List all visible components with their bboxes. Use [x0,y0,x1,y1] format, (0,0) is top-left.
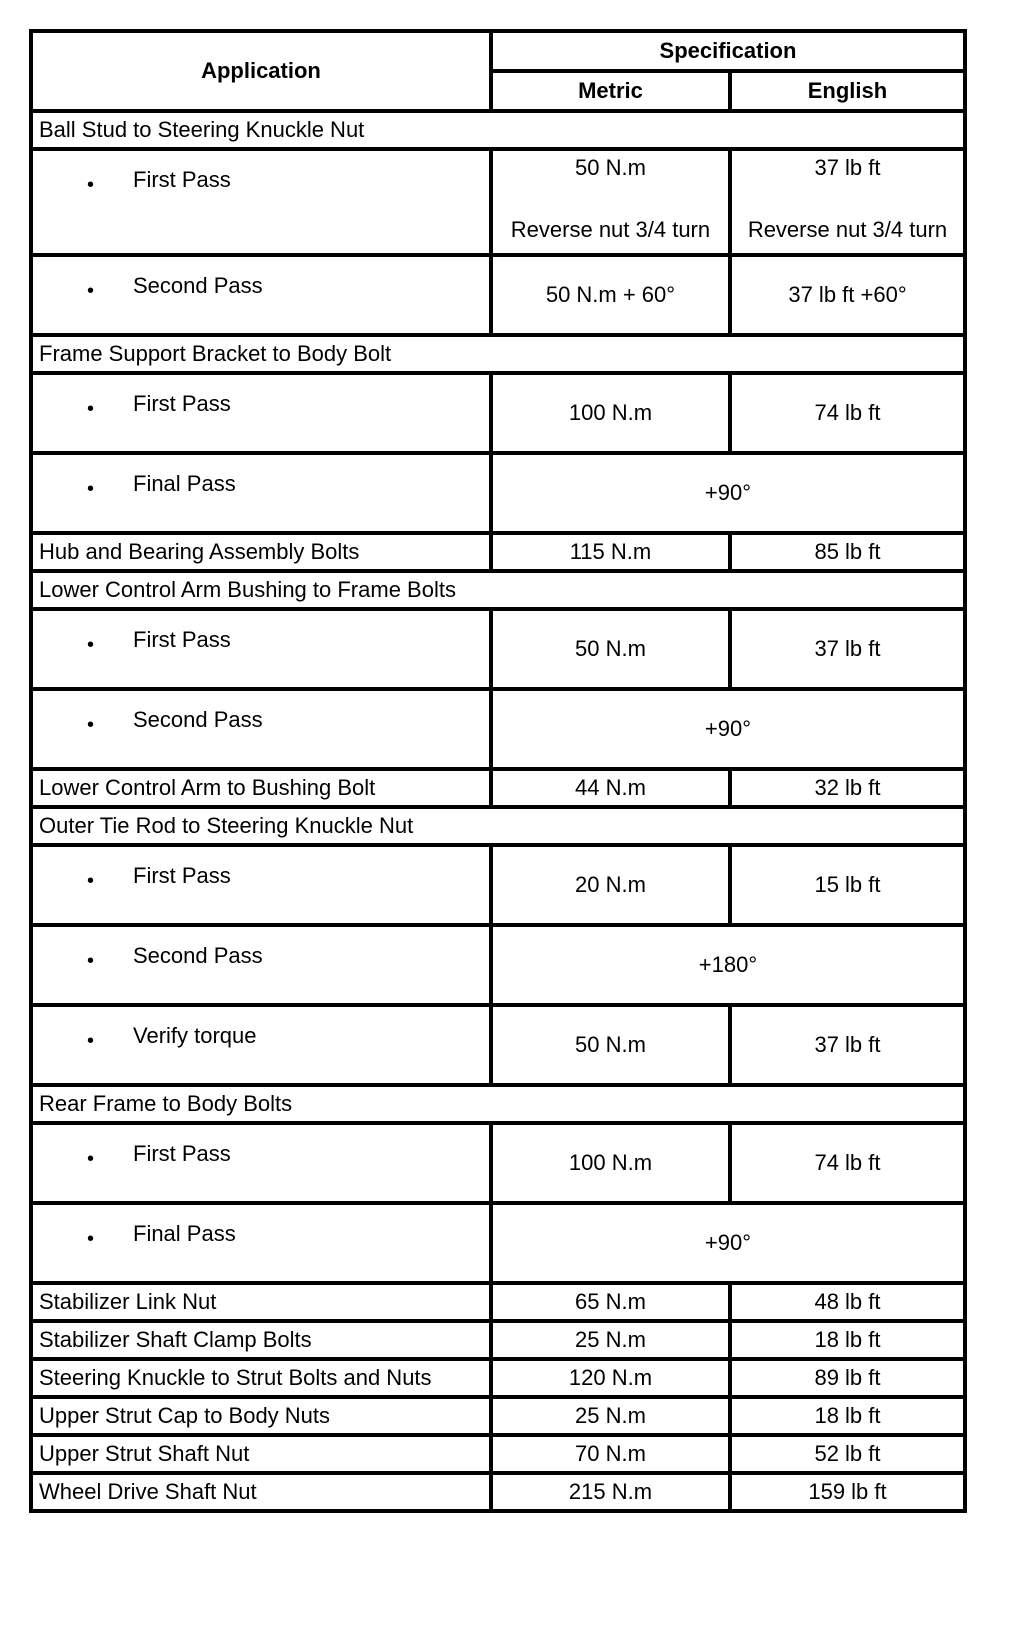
header-metric: Metric [491,71,730,111]
step-label-cell [31,255,491,335]
table-row [31,1473,965,1511]
section-title: Lower Control Arm Bushing to Frame Bolts [31,571,965,609]
angle-value: +180° [491,925,965,1005]
angle-value: +90° [491,689,965,769]
angle-value: +90° [491,453,965,533]
table-row [31,1359,965,1397]
step-label: First Pass [133,391,231,416]
bullet-icon: • [87,174,95,196]
step-label-cell [31,149,491,255]
table-row [31,149,965,255]
bullet-icon: • [87,1228,95,1250]
header-specification: Specification [491,31,965,71]
step-label: Second Pass [133,707,263,732]
bullet-icon: • [87,398,95,420]
section-row [31,111,965,149]
metric-torque: 50 N.m [575,155,646,180]
step-label: Verify torque [133,1023,257,1048]
table-row [31,1321,965,1359]
section-title: Outer Tie Rod to Steering Knuckle Nut [31,807,965,845]
step-label-cell [31,925,491,1005]
section-title: Ball Stud to Steering Knuckle Nut [31,111,965,149]
english-note: Reverse nut 3/4 turn [747,217,948,242]
step-label: First Pass [133,627,231,652]
header-row-1 [31,31,965,71]
application-label: Stabilizer Link Nut [31,1283,491,1321]
bullet-icon: • [87,714,95,736]
english-value: 37 lb ft [730,1005,965,1085]
bullet-icon: • [87,478,95,500]
step-label-cell [31,1123,491,1203]
application-label: Stabilizer Shaft Clamp Bolts [31,1321,491,1359]
english-value: 37 lb ft [730,609,965,689]
application-label: Upper Strut Cap to Body Nuts [31,1397,491,1435]
header-application: Application [31,31,491,111]
header-english: English [730,71,965,111]
section-row [31,807,965,845]
table-row [31,453,965,533]
application-label: Upper Strut Shaft Nut [31,1435,491,1473]
step-label: First Pass [133,1141,231,1166]
english-value: 18 lb ft [730,1321,965,1359]
metric-value: 100 N.m [491,373,730,453]
step-label: Second Pass [133,273,263,298]
english-value: 15 lb ft [730,845,965,925]
angle-value: +90° [491,1203,965,1283]
metric-value: 50 N.m [491,609,730,689]
step-label: First Pass [133,863,231,888]
table-row [31,845,965,925]
metric-value: 65 N.m [491,1283,730,1321]
step-label: Final Pass [133,1221,236,1246]
step-label-cell [31,845,491,925]
table-row [31,1123,965,1203]
metric-note: Reverse nut 3/4 turn [510,217,711,242]
bullet-icon: • [87,1148,95,1170]
step-label-cell [31,1005,491,1085]
table-row [31,1397,965,1435]
english-value: 74 lb ft [730,373,965,453]
step-label-cell [31,689,491,769]
english-value: 48 lb ft [730,1283,965,1321]
step-label-cell [31,609,491,689]
english-value: 32 lb ft [730,769,965,807]
bullet-icon: • [87,870,95,892]
table-row [31,373,965,453]
table-row [31,925,965,1005]
section-row [31,571,965,609]
english-value: 18 lb ft [730,1397,965,1435]
english-value: 85 lb ft [730,533,965,571]
metric-value: 25 N.m [491,1397,730,1435]
section-title: Rear Frame to Body Bolts [31,1085,965,1123]
metric-value [491,149,730,255]
metric-value: 120 N.m [491,1359,730,1397]
metric-value: 215 N.m [491,1473,730,1511]
table-row [31,1283,965,1321]
metric-value: 70 N.m [491,1435,730,1473]
table-row [31,609,965,689]
table-row [31,1203,965,1283]
english-torque: 37 lb ft [814,155,881,180]
bullet-icon: • [87,950,95,972]
metric-value: 50 N.m [491,1005,730,1085]
torque-spec-table [29,29,967,1513]
step-label: First Pass [133,167,231,192]
step-label: Second Pass [133,943,263,968]
table-row [31,689,965,769]
table-row [31,769,965,807]
table-row [31,1005,965,1085]
english-value: 159 lb ft [730,1473,965,1511]
english-value: 52 lb ft [730,1435,965,1473]
bullet-icon: • [87,1030,95,1052]
application-label: Steering Knuckle to Strut Bolts and Nuts [31,1359,491,1397]
metric-value: 25 N.m [491,1321,730,1359]
metric-value: 20 N.m [491,845,730,925]
metric-value: 50 N.m + 60° [491,255,730,335]
metric-value: 100 N.m [491,1123,730,1203]
application-label: Hub and Bearing Assembly Bolts [31,533,491,571]
table-row [31,255,965,335]
bullet-icon: • [87,280,95,302]
section-row [31,1085,965,1123]
step-label: Final Pass [133,471,236,496]
step-label-cell [31,1203,491,1283]
step-label-cell [31,453,491,533]
metric-value: 115 N.m [491,533,730,571]
english-value [730,149,965,255]
section-title: Frame Support Bracket to Body Bolt [31,335,965,373]
english-value: 74 lb ft [730,1123,965,1203]
application-label: Wheel Drive Shaft Nut [31,1473,491,1511]
section-row [31,335,965,373]
table-row [31,533,965,571]
application-label: Lower Control Arm to Bushing Bolt [31,769,491,807]
metric-value: 44 N.m [491,769,730,807]
table-row [31,1435,965,1473]
bullet-icon: • [87,634,95,656]
english-value: 37 lb ft +60° [730,255,965,335]
english-value: 89 lb ft [730,1359,965,1397]
step-label-cell [31,373,491,453]
